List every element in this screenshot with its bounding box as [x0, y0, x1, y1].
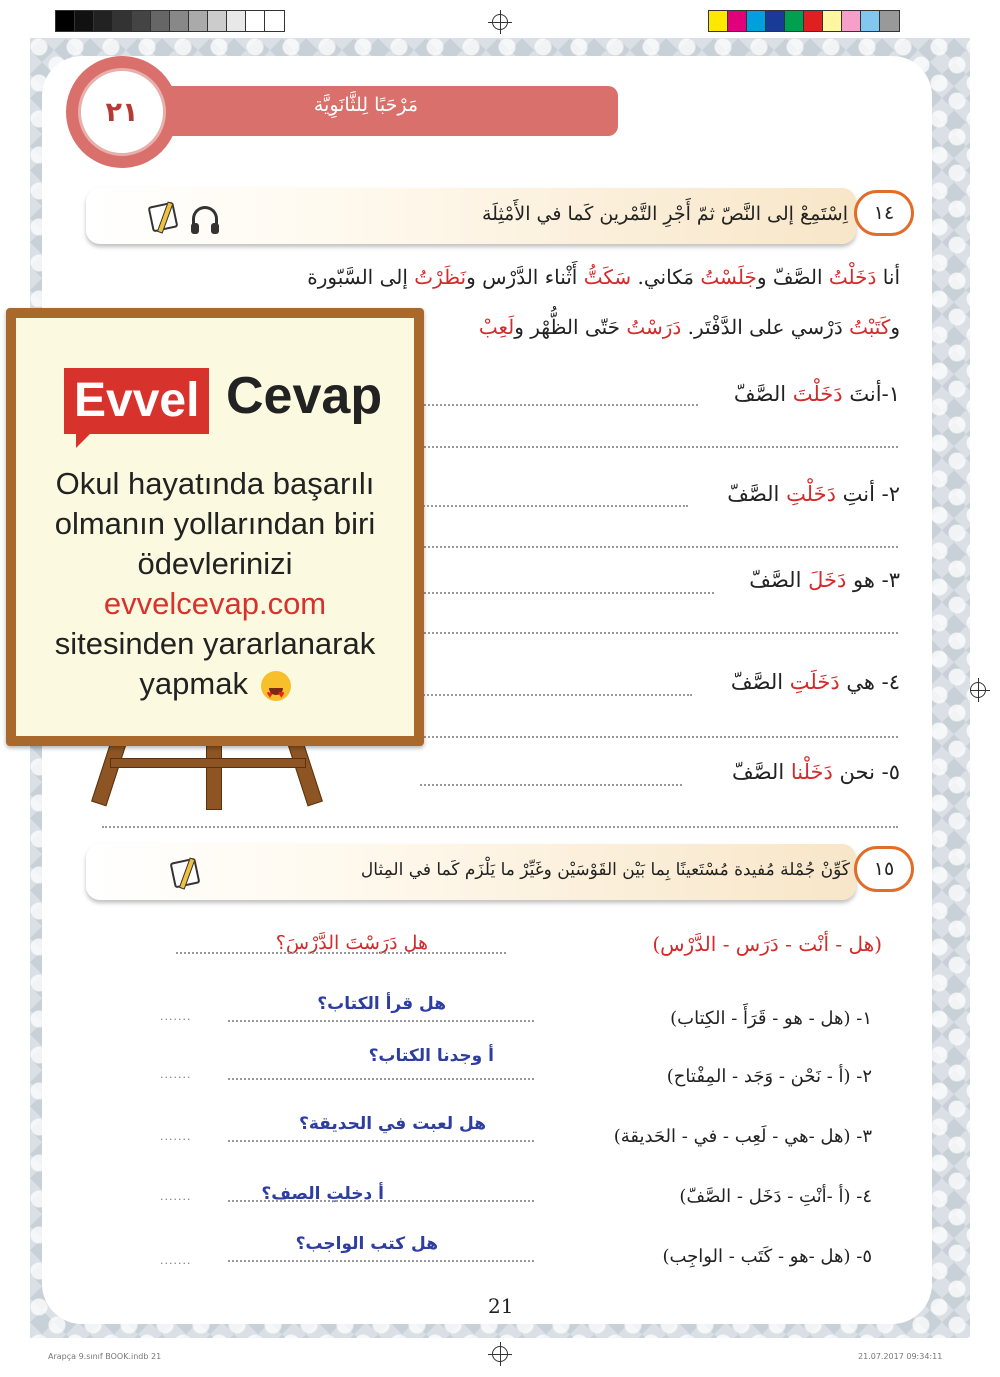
item-answer: أ دخلتِ الصف؟ — [261, 1184, 384, 1204]
answer-line[interactable] — [228, 1020, 534, 1022]
registration-mark-bottom — [492, 1346, 508, 1362]
file-name: Arapça 9.sınıf BOOK.indb 21 — [48, 1352, 162, 1361]
answer-line[interactable] — [228, 1200, 534, 1202]
exercise-2 — [727, 482, 900, 506]
example-answer: هل دَرَسْتَ الدَّرْسَ؟ — [275, 932, 428, 954]
paragraph-line-1 — [307, 262, 900, 292]
answer-line[interactable] — [420, 546, 898, 548]
section-14-instruction: اِسْتَمِعْ إلى النَّصّ ثمّ أَجْرِ التَّمْرين كَما في الأَمْثِلَة — [481, 203, 848, 225]
highlighted-verb: لَعِبْ — [478, 315, 515, 339]
color-calibration-strip — [708, 10, 900, 32]
pencil-icon — [148, 202, 179, 233]
exercise-number: ٥ — [888, 760, 900, 784]
text-segment: الصَّفّ — [730, 670, 790, 694]
text-segment: - نحن — [832, 760, 889, 784]
item-prompt: ٥- (هل -هو - كَتَب - الواجِب) — [662, 1246, 872, 1267]
answer-line[interactable] — [228, 1140, 534, 1142]
item-prompt: ١- (هل - هو - قَرَأَ - الكِتاب) — [670, 1008, 872, 1029]
ad-url-link[interactable]: evvelcevap.com — [103, 586, 327, 621]
ad-line-6 — [16, 664, 414, 704]
heart-eyes-emoji-icon — [261, 671, 291, 701]
text-segment: مَكاني. — [631, 265, 701, 289]
answer-line[interactable] — [420, 632, 898, 634]
example-prompt: (هل - أنْت - دَرَس - الدَّرْس) — [652, 932, 882, 956]
page-number-badge-text: ٢١ — [78, 68, 166, 156]
ad-line-1: Okul hayatında başarılı — [55, 466, 375, 501]
page-title: مَرْحَبًا لِلثَّانَوِيَّة — [313, 94, 418, 116]
ad-line-3: ödevlerinizi — [137, 546, 293, 581]
highlighted-verb: دَخَلْتُ — [828, 265, 877, 289]
exercise-5 — [732, 760, 900, 784]
text-segment: الصَّفّ — [731, 760, 791, 784]
answer-line[interactable] — [420, 505, 688, 507]
ad-logo-word: Cevap — [226, 367, 383, 425]
exercise-number: ٤ — [888, 670, 900, 694]
answer-line[interactable] — [420, 592, 714, 594]
headphone-icon — [192, 206, 218, 228]
ad-logo: Evvel — [64, 368, 209, 434]
item-answer: هل قرأ الكتاب؟ — [317, 994, 446, 1014]
text-segment: الصَّفّ — [749, 568, 809, 592]
exercise-number: ١ — [888, 382, 900, 406]
paragraph-line-2 — [479, 312, 900, 342]
easel-crossbar — [110, 758, 306, 768]
item-answer: هل لعبت في الحديقة؟ — [298, 1114, 486, 1134]
page-number: 21 — [488, 1294, 514, 1318]
highlighted-verb: كَتَبْتُ — [849, 315, 891, 339]
answer-line[interactable] — [228, 1260, 534, 1262]
answer-line[interactable] — [420, 446, 898, 448]
grayscale-calibration-strip — [55, 10, 285, 32]
registration-mark-right — [970, 682, 986, 698]
highlighted-verb: دَخَلْتِ — [786, 482, 836, 506]
section-15-instruction: كَوِّنْ جُمْلة مُفيدة مُسْتَعينًا بِما بَيْن القَوْسَيْن وغَيِّرْ ما يَلْزَم كَما في المِثال — [360, 860, 850, 880]
page-number-badge — [66, 56, 178, 168]
text-segment: الصَّفّ — [727, 482, 787, 506]
text-segment: دَرْسي على الدَّفْتَر. — [681, 315, 850, 339]
exercise-4 — [731, 670, 900, 694]
item-prompt: ٣- (هل -هي - لَعِب - في - الحَديقة) — [613, 1126, 872, 1147]
answer-dots: ....... — [160, 1254, 192, 1267]
ad-line-5: sitesinden yararlanarak — [54, 626, 376, 661]
evvelcevap-ad-board[interactable] — [6, 308, 424, 746]
text-segment: أَثْناء الدَّرْس و — [466, 265, 584, 289]
section-15-badge: ١٥ — [854, 846, 914, 892]
text-segment: - أنتِ — [835, 482, 889, 506]
answer-line[interactable] — [102, 826, 898, 828]
registration-mark-top — [492, 14, 508, 30]
exercise-3 — [749, 568, 900, 592]
print-timestamp: 21.07.2017 09:34:11 — [858, 1352, 943, 1361]
ad-line-2: olmanın yollarından biri — [54, 506, 376, 541]
item-prompt: ٤- (أ -أنْتِ - دَخَل - الصَّفّ) — [679, 1186, 872, 1207]
highlighted-verb: دَخَلْنا — [790, 760, 833, 784]
page-header-bar — [120, 86, 618, 136]
highlighted-verb: جَلَسْتُ — [700, 265, 757, 289]
highlighted-verb: نَظَرْتُ — [414, 265, 467, 289]
answer-line[interactable] — [420, 784, 682, 786]
answer-line[interactable] — [420, 736, 898, 738]
example-answer-line — [176, 952, 506, 954]
answer-line[interactable] — [420, 404, 698, 406]
item-prompt: ٢- (أ - نَحْن - وَجَد - المِفْتاح) — [666, 1066, 872, 1087]
answer-dots: ....... — [160, 1130, 192, 1143]
ad-line-6-text: yapmak — [139, 666, 248, 701]
text-segment: حَتّى الظُّهْر و — [514, 315, 627, 339]
text-segment: الصَّفّ — [733, 382, 793, 406]
text-segment: أنا — [876, 265, 900, 289]
exercise-1 — [734, 382, 900, 406]
answer-dots: ....... — [160, 1068, 192, 1081]
answer-line[interactable] — [420, 694, 692, 696]
exercise-number: ٢ — [888, 482, 900, 506]
highlighted-verb: دَخَلَ — [808, 568, 847, 592]
text-segment: إلى السَّبّورة — [307, 265, 415, 289]
text-segment: - هي — [839, 670, 889, 694]
highlighted-verb: دَخَلْتَ — [792, 382, 843, 406]
answer-dots: ....... — [160, 1190, 192, 1203]
text-segment: و — [890, 315, 900, 339]
text-segment: الصَّفّ و — [756, 265, 829, 289]
text-segment: -أنتَ — [842, 382, 889, 406]
exercise-number: ٣ — [888, 568, 900, 592]
item-answer: أ وجدنا الكتاب؟ — [368, 1046, 494, 1066]
highlighted-verb: سَكَتُّ — [583, 265, 632, 289]
text-segment: - هو — [846, 568, 889, 592]
section-14-badge: ١٤ — [854, 190, 914, 236]
pencil-icon — [170, 858, 201, 889]
answer-dots: ....... — [160, 1010, 192, 1023]
answer-line[interactable] — [228, 1078, 534, 1080]
highlighted-verb: دَخَلَتِ — [789, 670, 840, 694]
highlighted-verb: دَرَسْتُ — [626, 315, 682, 339]
item-answer: هل كتب الواجب؟ — [295, 1234, 438, 1254]
